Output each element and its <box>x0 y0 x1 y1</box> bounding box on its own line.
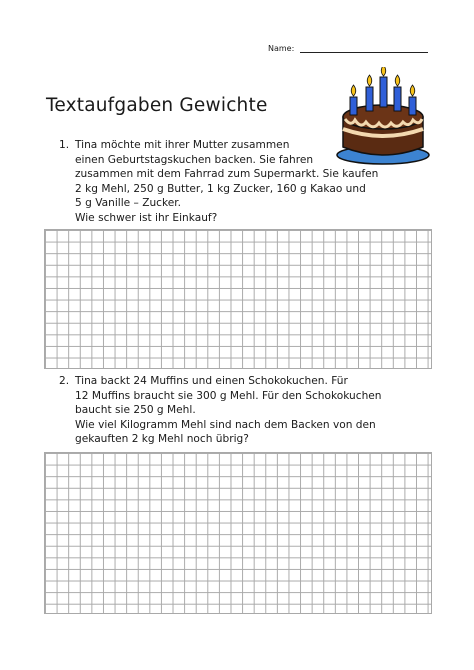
task-line: baucht sie 250 g Mehl. <box>75 404 196 417</box>
answer-grid-2[interactable] <box>44 452 432 614</box>
task-line: Wie viel Kilogramm Mehl sind nach dem Backen von den <box>75 418 376 431</box>
task-line: 5 g Vanille – Zucker. <box>75 197 182 210</box>
task-line: 2 kg Mehl, 250 g Butter, 1 kg Zucker, 160 g Kakao und <box>75 182 366 195</box>
task-line: einen Geburtstagskuchen backen. Sie fahren <box>75 153 314 166</box>
task-text <box>75 138 378 226</box>
task-line: zusammen mit dem Fahrrad zum Supermarkt. Sie kaufen <box>75 168 379 181</box>
task-text <box>75 374 382 447</box>
task-line: Tina backt 24 Muffins und einen Schokokuchen. Für <box>75 375 348 387</box>
task-line: 12 Muffins braucht sie 300 g Mehl. Für den Schokokuchen <box>75 389 382 402</box>
task-line: Tina möchte mit ihrer Mutter zusammen <box>75 139 290 151</box>
worksheet-title: Textaufgaben Gewichte <box>46 95 268 116</box>
task-line: gekauften 2 kg Mehl noch übrig? <box>75 433 249 446</box>
answer-grid-1[interactable] <box>44 229 432 369</box>
task-number: 2. <box>59 375 70 387</box>
name-line[interactable] <box>300 43 428 53</box>
task-number: 1. <box>59 139 70 151</box>
name-field <box>268 43 428 53</box>
name-label: Name: <box>268 44 295 53</box>
task-line: Wie schwer ist ihr Einkauf? <box>75 211 218 224</box>
